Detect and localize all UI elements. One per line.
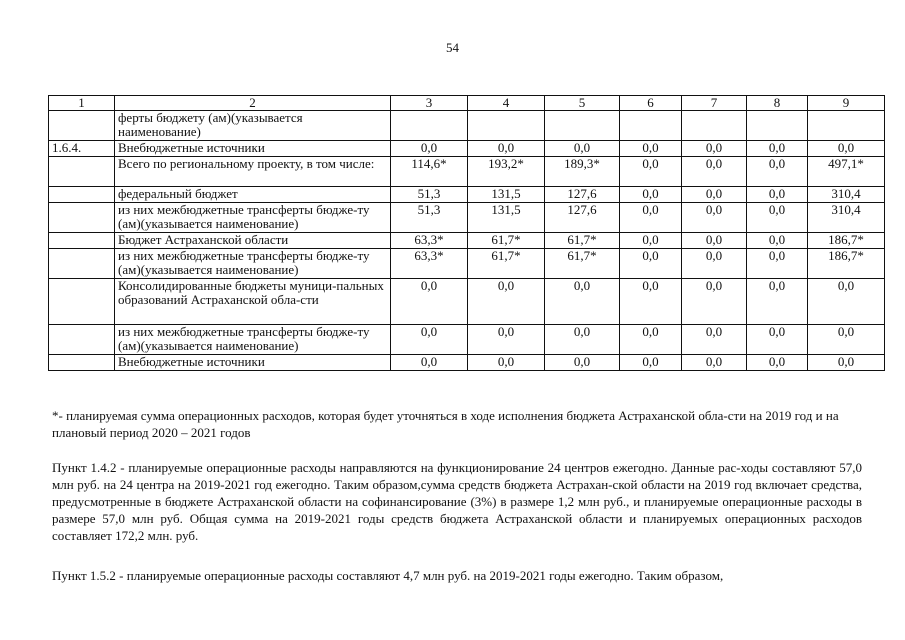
header-cell: 2 <box>115 96 391 111</box>
table-row <box>49 111 885 141</box>
value-cell: 0,0 <box>620 279 682 325</box>
value-cell: 61,7* <box>468 233 545 249</box>
row-label: Бюджет Астраханской области <box>115 233 391 249</box>
header-cell: 3 <box>391 96 468 111</box>
value-cell: 0,0 <box>808 141 885 157</box>
value-cell: 61,7* <box>545 233 620 249</box>
row-label: ферты бюджету (ам)(указывается наименование) <box>115 111 391 141</box>
paragraph-2: Пункт 1.5.2 - планируемые операционные расходы составляют 4,7 млн руб. на 2019-2021 годы ежегодно. Таким образом, <box>52 568 724 583</box>
table-row <box>49 233 885 249</box>
row-code <box>49 203 115 233</box>
table-header-row <box>49 96 885 111</box>
table-row <box>49 203 885 233</box>
value-cell: 0,0 <box>391 141 468 157</box>
value-cell: 0,0 <box>747 203 808 233</box>
value-cell: 0,0 <box>620 157 682 187</box>
value-cell: 0,0 <box>747 249 808 279</box>
value-cell: 0,0 <box>545 325 620 355</box>
value-cell: 0,0 <box>682 187 747 203</box>
value-cell: 193,2* <box>468 157 545 187</box>
table-row <box>49 325 885 355</box>
value-cell: 0,0 <box>747 141 808 157</box>
row-code <box>49 157 115 187</box>
value-cell: 0,0 <box>682 157 747 187</box>
value-cell: 0,0 <box>682 233 747 249</box>
row-label: из них межбюджетные трансферты бюдже-ту (ам)(указывается наименование) <box>115 325 391 355</box>
value-cell: 51,3 <box>391 187 468 203</box>
row-label: Внебюджетные источники <box>115 141 391 157</box>
value-cell: 0,0 <box>468 279 545 325</box>
table-row <box>49 141 885 157</box>
value-cell: 131,5 <box>468 203 545 233</box>
value-cell: 0,0 <box>620 233 682 249</box>
value-cell <box>747 111 808 141</box>
value-cell <box>391 111 468 141</box>
value-cell: 0,0 <box>620 187 682 203</box>
value-cell: 0,0 <box>747 187 808 203</box>
value-cell: 63,3* <box>391 249 468 279</box>
row-label: федеральный бюджет <box>115 187 391 203</box>
paragraph-1: Пункт 1.4.2 - планируемые операционные расходы направляются на функционирование 24 центров ежегодно. Данные рас-ходы составляют 57,0 млн руб. на 24 центра на 2019-2021 год ежегодно. Таким образом,сумма средств бюджета Астрахан-ской области на 2019 год включает средства, предусмотренные в бюджете Астраханской области на софинансирование (3%) в размере 1,2 млн руб., и планируемые операционные расходы в размере 57,0 млн руб. Общая сумма на 2019-2021 годы средств бюджета Астраханской области и планируемых операционных расходов составляет 172,2 млн. руб. <box>52 460 862 543</box>
value-cell <box>682 111 747 141</box>
table-row <box>49 157 885 187</box>
table-row <box>49 355 885 371</box>
value-cell: 0,0 <box>747 157 808 187</box>
row-code <box>49 111 115 141</box>
value-cell: 131,5 <box>468 187 545 203</box>
value-cell: 114,6* <box>391 157 468 187</box>
value-cell: 61,7* <box>468 249 545 279</box>
value-cell: 0,0 <box>682 141 747 157</box>
value-cell <box>620 111 682 141</box>
value-cell: 0,0 <box>808 325 885 355</box>
value-cell: 61,7* <box>545 249 620 279</box>
value-cell: 0,0 <box>682 249 747 279</box>
header-cell: 1 <box>49 96 115 111</box>
header-cell: 6 <box>620 96 682 111</box>
row-code <box>49 279 115 325</box>
value-cell: 0,0 <box>747 233 808 249</box>
value-cell: 0,0 <box>747 325 808 355</box>
header-cell: 7 <box>682 96 747 111</box>
row-label: из них межбюджетные трансферты бюдже-ту (ам)(указывается наименование) <box>115 203 391 233</box>
value-cell <box>545 111 620 141</box>
row-label: Внебюджетные источники <box>115 355 391 371</box>
value-cell: 0,0 <box>468 355 545 371</box>
table-row <box>49 187 885 203</box>
value-cell: 0,0 <box>545 279 620 325</box>
value-cell <box>808 111 885 141</box>
value-cell: 310,4 <box>808 187 885 203</box>
row-label: Консолидированные бюджеты муници-пальных образований Астраханской обла-сти <box>115 279 391 325</box>
value-cell: 0,0 <box>682 325 747 355</box>
value-cell: 0,0 <box>808 355 885 371</box>
value-cell: 0,0 <box>391 325 468 355</box>
value-cell: 127,6 <box>545 187 620 203</box>
value-cell: 0,0 <box>620 325 682 355</box>
value-cell: 0,0 <box>620 203 682 233</box>
row-code <box>49 325 115 355</box>
header-cell: 5 <box>545 96 620 111</box>
row-label: из них межбюджетные трансферты бюдже-ту (ам)(указывается наименование) <box>115 249 391 279</box>
value-cell: 0,0 <box>545 141 620 157</box>
header-cell: 9 <box>808 96 885 111</box>
value-cell: 0,0 <box>545 355 620 371</box>
value-cell: 186,7* <box>808 233 885 249</box>
row-code <box>49 355 115 371</box>
header-cell: 4 <box>468 96 545 111</box>
value-cell: 51,3 <box>391 203 468 233</box>
value-cell: 127,6 <box>545 203 620 233</box>
row-code <box>49 187 115 203</box>
row-code: 1.6.4. <box>49 141 115 157</box>
value-cell: 186,7* <box>808 249 885 279</box>
value-cell: 0,0 <box>620 355 682 371</box>
table-row <box>49 279 885 325</box>
value-cell: 0,0 <box>747 279 808 325</box>
value-cell: 0,0 <box>620 249 682 279</box>
value-cell: 0,0 <box>682 203 747 233</box>
value-cell <box>468 111 545 141</box>
page-number: 54 <box>446 40 459 55</box>
value-cell: 0,0 <box>391 355 468 371</box>
value-cell: 0,0 <box>620 141 682 157</box>
value-cell: 0,0 <box>682 355 747 371</box>
table-row <box>49 249 885 279</box>
value-cell: 0,0 <box>682 279 747 325</box>
value-cell: 0,0 <box>391 279 468 325</box>
value-cell: 0,0 <box>808 279 885 325</box>
row-label: Всего по региональному проекту, в том числе: <box>115 157 391 187</box>
budget-table <box>48 95 885 371</box>
row-code <box>49 233 115 249</box>
footnote: *- планируемая сумма операционных расходов, которая будет уточняться в ходе исполнения бюджета Астраханской обла-сти на 2019 год и на плановый период 2020 – 2021 годов <box>52 408 839 440</box>
value-cell: 189,3* <box>545 157 620 187</box>
value-cell: 0,0 <box>468 325 545 355</box>
value-cell: 497,1* <box>808 157 885 187</box>
value-cell: 63,3* <box>391 233 468 249</box>
value-cell: 310,4 <box>808 203 885 233</box>
row-code <box>49 249 115 279</box>
value-cell: 0,0 <box>468 141 545 157</box>
value-cell: 0,0 <box>747 355 808 371</box>
header-cell: 8 <box>747 96 808 111</box>
